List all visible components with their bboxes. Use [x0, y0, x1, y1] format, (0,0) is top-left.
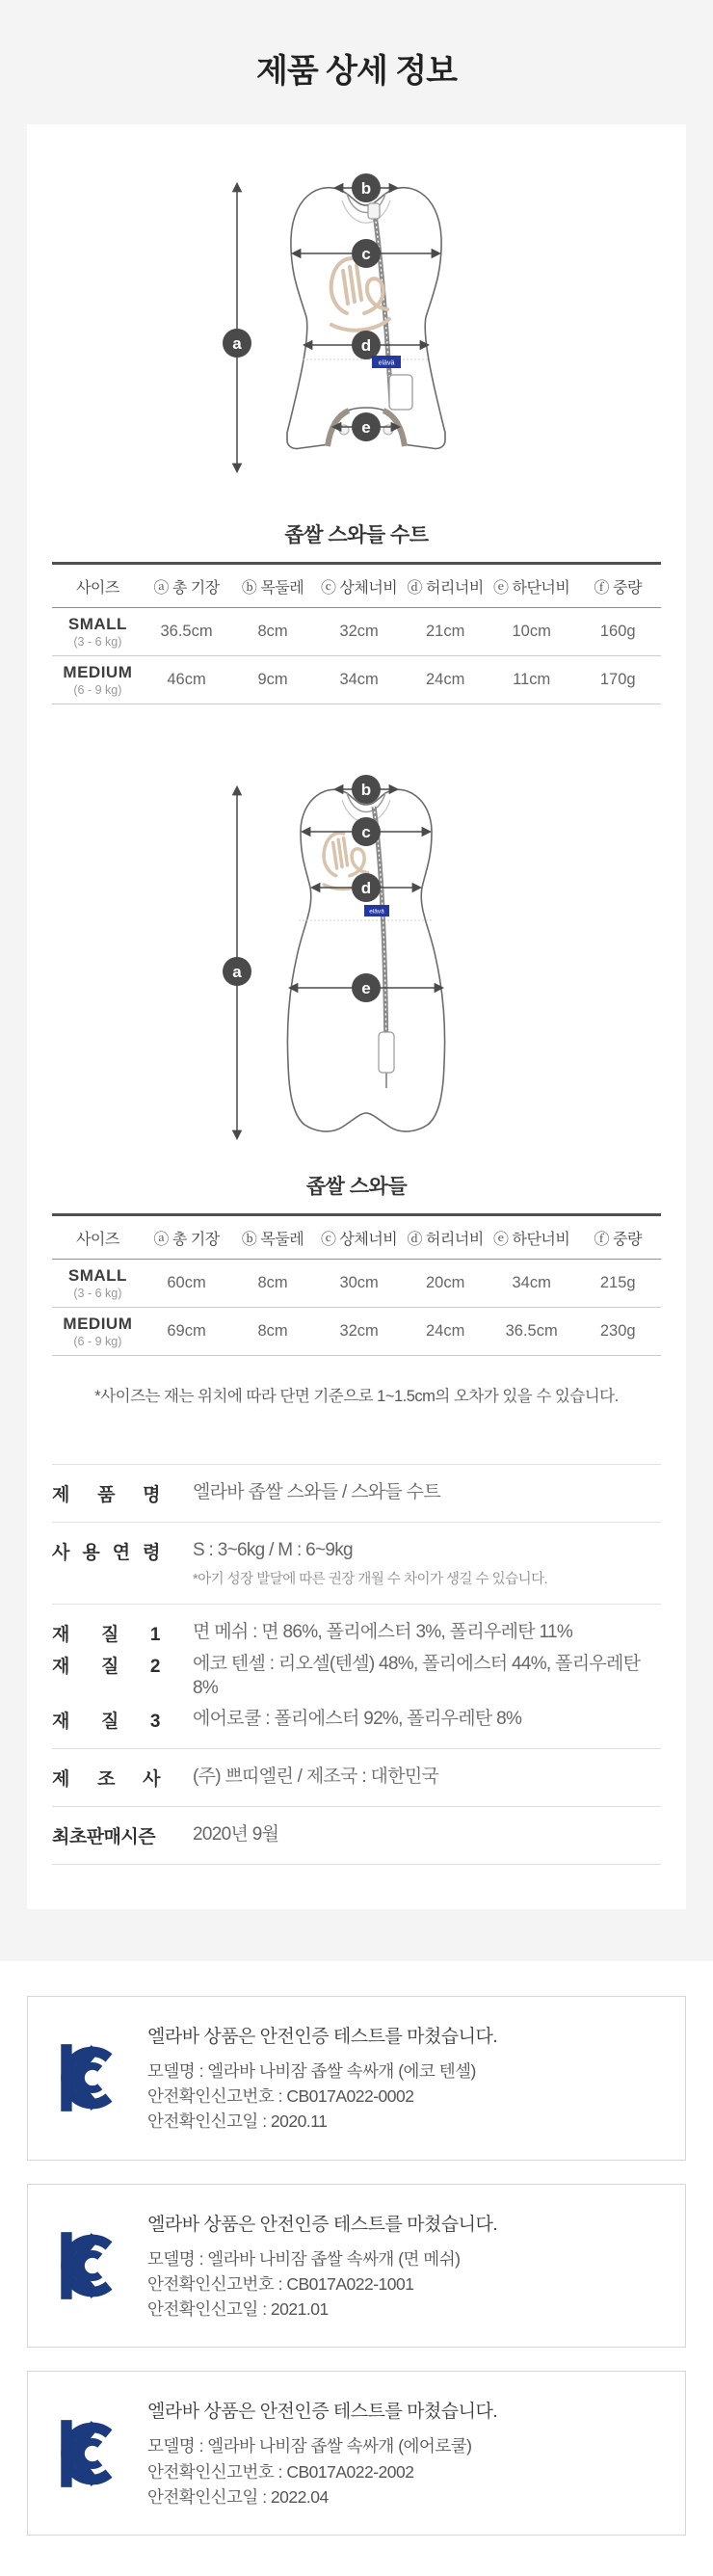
svg-text:c: c	[361, 245, 371, 263]
size-cell: MEDIUM (6 - 9 kg)	[52, 1308, 144, 1356]
size-row	[52, 1308, 661, 1356]
measure-cell: 10cm	[489, 608, 575, 656]
svg-text:b: b	[360, 179, 372, 198]
info-row	[52, 1819, 661, 1851]
measure-cell: 8cm	[229, 608, 316, 656]
info-value: 2020년 9월	[193, 1823, 279, 1845]
info-value: 에코 텐셀 : 리오셀(텐셀) 48%, 폴리에스터 44%, 폴리우레탄 8%	[193, 1653, 641, 1699]
certification-model: 모델명 : 엘라바 나비잠 좁쌀 속싸개 (면 메쉬)	[147, 2248, 461, 2269]
svg-text:b: b	[360, 781, 372, 799]
info-label: 제 품 명	[52, 1485, 160, 1505]
column-header: ⓐ 총 기장	[144, 564, 230, 608]
swaddle-illustration	[193, 774, 520, 1148]
measure-cell: 215g	[574, 1260, 661, 1308]
measure-cell: 8cm	[229, 1308, 316, 1356]
info-row	[52, 1704, 661, 1736]
info-row	[52, 1762, 661, 1793]
certification-number: 안전확인신고번호 : CB017A022-0002	[147, 2086, 414, 2107]
column-header: 사이즈	[52, 1215, 144, 1260]
measure-cell: 34cm	[489, 1260, 575, 1308]
column-header: 사이즈	[52, 564, 144, 608]
info-group	[52, 1748, 661, 1806]
certification-headline: 엘라바 상품은 안전인증 테스트를 마쳤습니다.	[147, 2214, 498, 2235]
zipper-pull	[368, 203, 380, 219]
measure-cell: 170g	[574, 656, 661, 704]
info-group	[52, 1604, 661, 1748]
kc-certification-box	[27, 2184, 686, 2349]
suit-outline	[287, 188, 445, 449]
certification-model: 모델명 : 엘라바 나비잠 좁쌀 속싸개 (에어로쿨)	[147, 2436, 472, 2456]
measure-cell: 20cm	[402, 1260, 489, 1308]
svg-text:d: d	[360, 336, 372, 355]
info-label: 최초판매시즌	[52, 1826, 156, 1847]
column-header: ⓒ 상체너비	[316, 564, 403, 608]
info-label: 재 질 3	[52, 1711, 160, 1732]
swaddle-caption: 좁쌀 스와들	[305, 1176, 408, 1198]
swaddle-diagram	[52, 774, 661, 1148]
svg-text:e: e	[361, 979, 371, 997]
info-value: 면 메쉬 : 면 86%, 폴리에스터 3%, 폴리우레탄 11%	[193, 1621, 573, 1642]
info-group	[52, 1806, 661, 1864]
suit-size-table	[52, 562, 661, 704]
svg-text:c: c	[361, 823, 371, 841]
kc-mark-icon	[57, 2227, 119, 2304]
svg-text:elävä: elävä	[369, 908, 384, 916]
certification-date: 안전확인신고일 : 2022.04	[147, 2486, 329, 2507]
measure-cell: 21cm	[402, 608, 489, 656]
kc-certification-box	[27, 1996, 686, 2161]
zipper-garage	[379, 1032, 394, 1073]
column-header: ⓔ 하단너비	[489, 564, 575, 608]
info-value: (주) 쁘띠엘린 / 제조국 : 대한민국	[193, 1766, 439, 1787]
info-row	[52, 1617, 661, 1649]
measure-cell: 60cm	[144, 1260, 230, 1308]
info-group	[52, 1522, 661, 1604]
suit-caption: 좁쌀 스와들 수트	[284, 524, 429, 546]
certification-date: 안전확인신고일 : 2020.11	[147, 2111, 328, 2132]
size-cell: MEDIUM (6 - 9 kg)	[52, 656, 144, 704]
swaddle-suit-illustration	[193, 146, 520, 485]
column-header: ⓒ 상체너비	[316, 1215, 403, 1260]
info-row	[52, 1535, 661, 1591]
certification-model: 모델명 : 엘라바 나비잠 좁쌀 속싸개 (에코 텐셀)	[147, 2060, 476, 2081]
info-row	[52, 1649, 661, 1704]
column-header: ⓓ 허리너비	[402, 1215, 489, 1260]
svg-text:e: e	[361, 418, 371, 437]
measure-cell: 36.5cm	[144, 608, 230, 656]
certification-text	[147, 2210, 497, 2323]
measure-cell: 36.5cm	[489, 1308, 575, 1356]
info-group	[52, 1464, 661, 1522]
certification-number: 안전확인신고번호 : CB017A022-1001	[147, 2273, 414, 2294]
svg-text:a: a	[232, 963, 242, 981]
info-label: 재 질 2	[52, 1656, 160, 1677]
column-header: ⓑ 목둘레	[229, 1215, 316, 1260]
info-label: 제 조 사	[52, 1768, 160, 1790]
info-row	[52, 1477, 661, 1509]
column-header: ⓓ 허리너비	[402, 564, 489, 608]
table-header-row	[52, 564, 661, 608]
certification-headline: 엘라바 상품은 안전인증 테스트를 마쳤습니다.	[147, 2402, 498, 2423]
size-row	[52, 656, 661, 704]
certification-section	[0, 1961, 713, 2576]
size-tolerance-note: *사이즈는 재는 위치에 따라 단면 기준으로 1~1.5cm의 오차가 있을 수 있습니다.	[94, 1388, 619, 1405]
column-header: ⓕ 중량	[574, 1215, 661, 1260]
column-header: ⓔ 하단너비	[489, 1215, 575, 1260]
size-cell: SMALL (3 - 6 kg)	[52, 1260, 144, 1308]
measure-cell: 30cm	[316, 1260, 403, 1308]
measure-cell: 46cm	[144, 656, 230, 704]
column-header: ⓐ 총 기장	[144, 1215, 230, 1260]
swaddle-size-table	[52, 1213, 661, 1356]
svg-text:elävä: elävä	[378, 359, 395, 367]
measure-cell: 32cm	[316, 608, 403, 656]
measure-cell: 24cm	[402, 1308, 489, 1356]
certification-headline: 엘라바 상품은 안전인증 테스트를 마쳤습니다.	[147, 2026, 498, 2047]
info-note: *아기 성장 발달에 따른 권장 개월 수 차이가 생길 수 있습니다.	[193, 1571, 548, 1587]
measure-cell: 32cm	[316, 1308, 403, 1356]
product-detail-card	[27, 124, 686, 1909]
size-row	[52, 608, 661, 656]
measure-cell: 34cm	[316, 656, 403, 704]
info-value: 에어로쿨 : 폴리에스터 92%, 폴리우레탄 8%	[193, 1708, 522, 1729]
certification-text	[147, 2022, 497, 2135]
info-label: 재 질 1	[52, 1624, 160, 1645]
info-value: S : 3~6kg / M : 6~9kg	[193, 1540, 353, 1560]
measure-cell: 69cm	[144, 1308, 230, 1356]
measure-cell: 8cm	[229, 1260, 316, 1308]
swaddle-suit-diagram	[52, 146, 661, 485]
size-cell: SMALL (3 - 6 kg)	[52, 608, 144, 656]
page-header	[0, 0, 713, 124]
measure-cell: 160g	[574, 608, 661, 656]
product-info-section	[52, 1464, 661, 1865]
kc-mark-icon	[57, 2039, 119, 2116]
page-title: 제품 상세 정보	[256, 53, 457, 90]
section-gap	[0, 1909, 713, 1961]
svg-text:a: a	[232, 334, 242, 353]
measure-cell: 11cm	[489, 656, 575, 704]
measure-cell: 9cm	[229, 656, 316, 704]
size-row	[52, 1260, 661, 1308]
measure-cell: 24cm	[402, 656, 489, 704]
column-header: ⓕ 중량	[574, 564, 661, 608]
certification-number: 안전확인신고번호 : CB017A022-2002	[147, 2461, 414, 2482]
certification-date: 안전확인신고일 : 2021.01	[147, 2299, 329, 2320]
svg-text:d: d	[360, 879, 372, 897]
table-header-row	[52, 1215, 661, 1260]
info-value: 엘라바 좁쌀 스와들 / 스와들 수트	[193, 1482, 440, 1502]
column-header: ⓑ 목둘레	[229, 564, 316, 608]
measure-cell: 230g	[574, 1308, 661, 1356]
zipper-garage	[389, 375, 412, 410]
info-label: 사 용 연 령	[52, 1543, 160, 1563]
